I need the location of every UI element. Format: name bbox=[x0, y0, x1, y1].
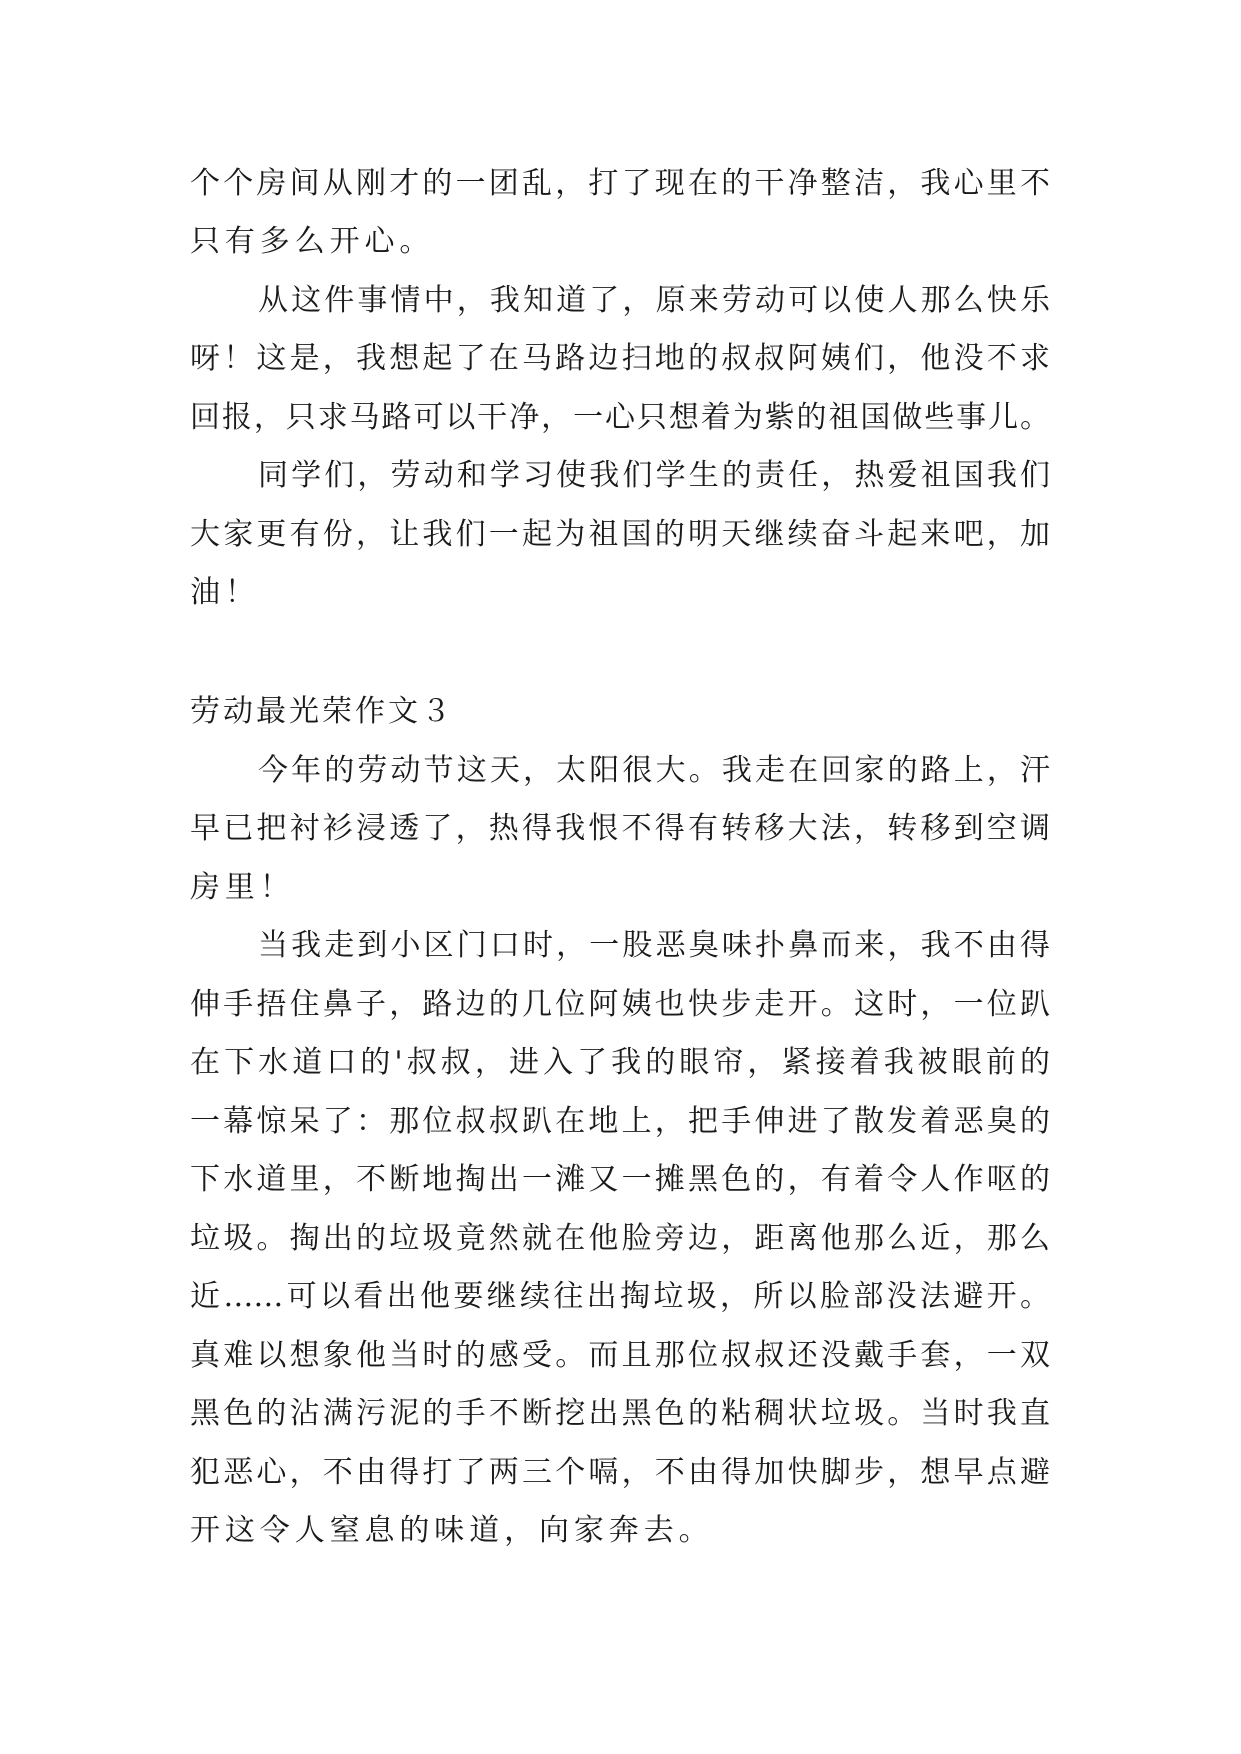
text-line: 近……可以看出他要继续往出掏垃圾，所以脸部没法避开。 bbox=[190, 1279, 1050, 1314]
text-line: 个个房间从刚才的一团乱，打了现在的干净整洁，我心里不 bbox=[190, 166, 1050, 201]
text-line: 房里！ bbox=[190, 870, 295, 905]
text-line: 油！ bbox=[190, 575, 260, 610]
text-line: 只有多么开心。 bbox=[190, 224, 435, 259]
text-line: 呀！这是，我想起了在马路边扫地的叔叔阿姨们，他没不求 bbox=[190, 341, 1050, 376]
text-line: 今年的劳动节这天，太阳很大。我走在回家的路上，汗 bbox=[258, 753, 1050, 788]
text-line: 当我走到小区门口时，一股恶臭味扑鼻而来，我不由得 bbox=[258, 928, 1050, 963]
text-line: 一幕惊呆了：那位叔叔趴在地上，把手伸进了散发着恶臭的 bbox=[190, 1104, 1050, 1139]
text-line: 伸手捂住鼻子，路边的几位阿姨也快步走开。这时，一位趴 bbox=[190, 987, 1050, 1022]
text-line: 大家更有份，让我们一起为祖国的明天继续奋斗起来吧，加 bbox=[190, 517, 1050, 552]
text-line: 真难以想象他当时的感受。而且那位叔叔还没戴手套，一双 bbox=[190, 1338, 1050, 1373]
text-line: 下水道里，不断地掏出一滩又一摊黑色的，有着令人作呕的 bbox=[190, 1162, 1050, 1197]
text-line: 早已把衬衫浸透了，热得我恨不得有转移大法，转移到空调 bbox=[190, 811, 1050, 846]
text-line: 犯恶心，不由得打了两三个嗝，不由得加快脚步，想早点避 bbox=[190, 1455, 1050, 1490]
text-line: 垃圾。掏出的垃圾竟然就在他脸旁边，距离他那么近，那么 bbox=[190, 1221, 1050, 1256]
text-line: 回报，只求马路可以干净，一心只想着为紫的祖国做些事儿。 bbox=[190, 400, 1050, 435]
text-line: 同学们，劳动和学习使我们学生的责任，热爱祖国我们 bbox=[258, 458, 1050, 493]
text-line: 黑色的沾满污泥的手不断挖出黑色的粘稠状垃圾。当时我直 bbox=[190, 1396, 1050, 1431]
text-line: 开这令人窒息的味道，向家奔去。 bbox=[190, 1513, 714, 1548]
section-heading: 劳动最光荣作文３ bbox=[190, 694, 454, 729]
text-line: 在下水道口的'叔叔，进入了我的眼帘，紧接着我被眼前的 bbox=[190, 1045, 1050, 1080]
text-line: 从这件事情中，我知道了，原来劳动可以使人那么快乐 bbox=[258, 283, 1050, 318]
